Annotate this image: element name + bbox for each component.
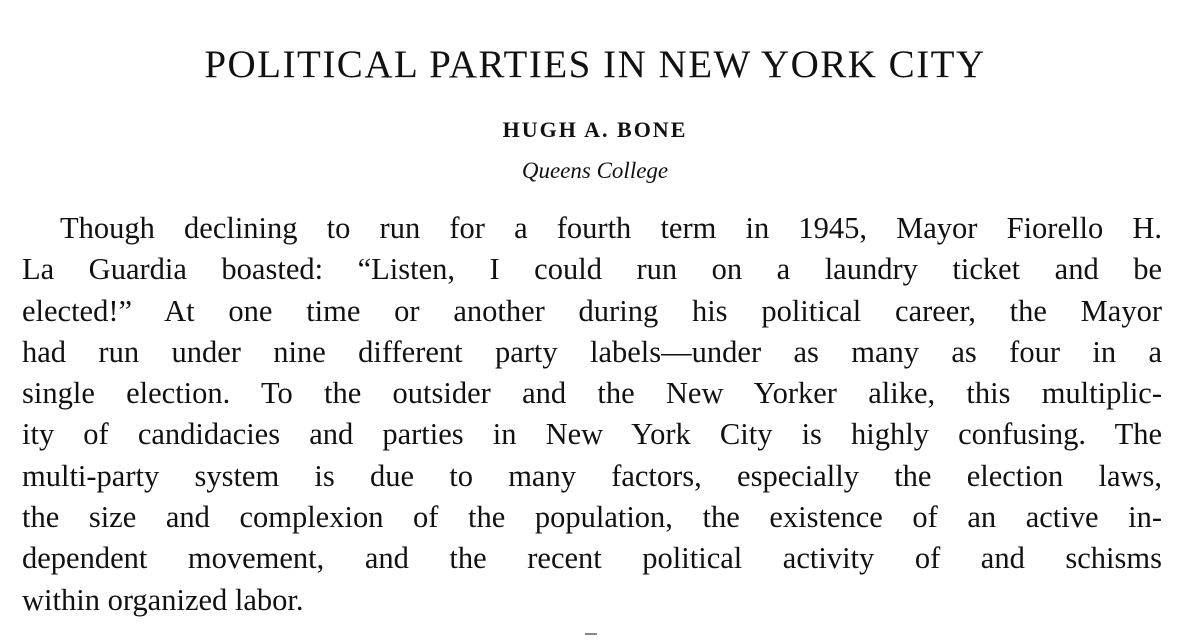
paragraph-line: dependent movement, and the recent political activity of and schisms xyxy=(22,541,1162,576)
paragraph-line: the size and complexion of the population, the existence of an active in- xyxy=(22,500,1162,535)
paragraph-line: within organized labor. xyxy=(22,582,304,617)
author-affiliation: Queens College xyxy=(521,158,669,183)
opening-paragraph xyxy=(22,208,1162,621)
paragraph-line: Though declining to run for a fourth term in 1945, Mayor Fiorello H. xyxy=(60,211,1162,245)
paragraph-line: La Guardia boasted: “Listen, I could run on a laundry ticket and be xyxy=(22,252,1162,287)
author-name: HUGH A. BONE xyxy=(502,117,688,142)
paragraph-line: ity of candidacies and parties in New York City is highly confusing. The xyxy=(22,417,1162,452)
paragraph-line: multi-party system is due to many factors, especially the election laws, xyxy=(22,458,1162,493)
footnote-rule xyxy=(585,633,597,635)
paragraph-line: elected!” At one time or another during his political career, the Mayor xyxy=(22,293,1162,328)
article-title: POLITICAL PARTIES IN NEW YORK CITY xyxy=(204,43,986,86)
paragraph-line: had run under nine different party labels—under as many as four in a xyxy=(22,334,1162,369)
paragraph-line: single election. To the outsider and the New Yorker alike, this multiplic- xyxy=(22,376,1162,411)
